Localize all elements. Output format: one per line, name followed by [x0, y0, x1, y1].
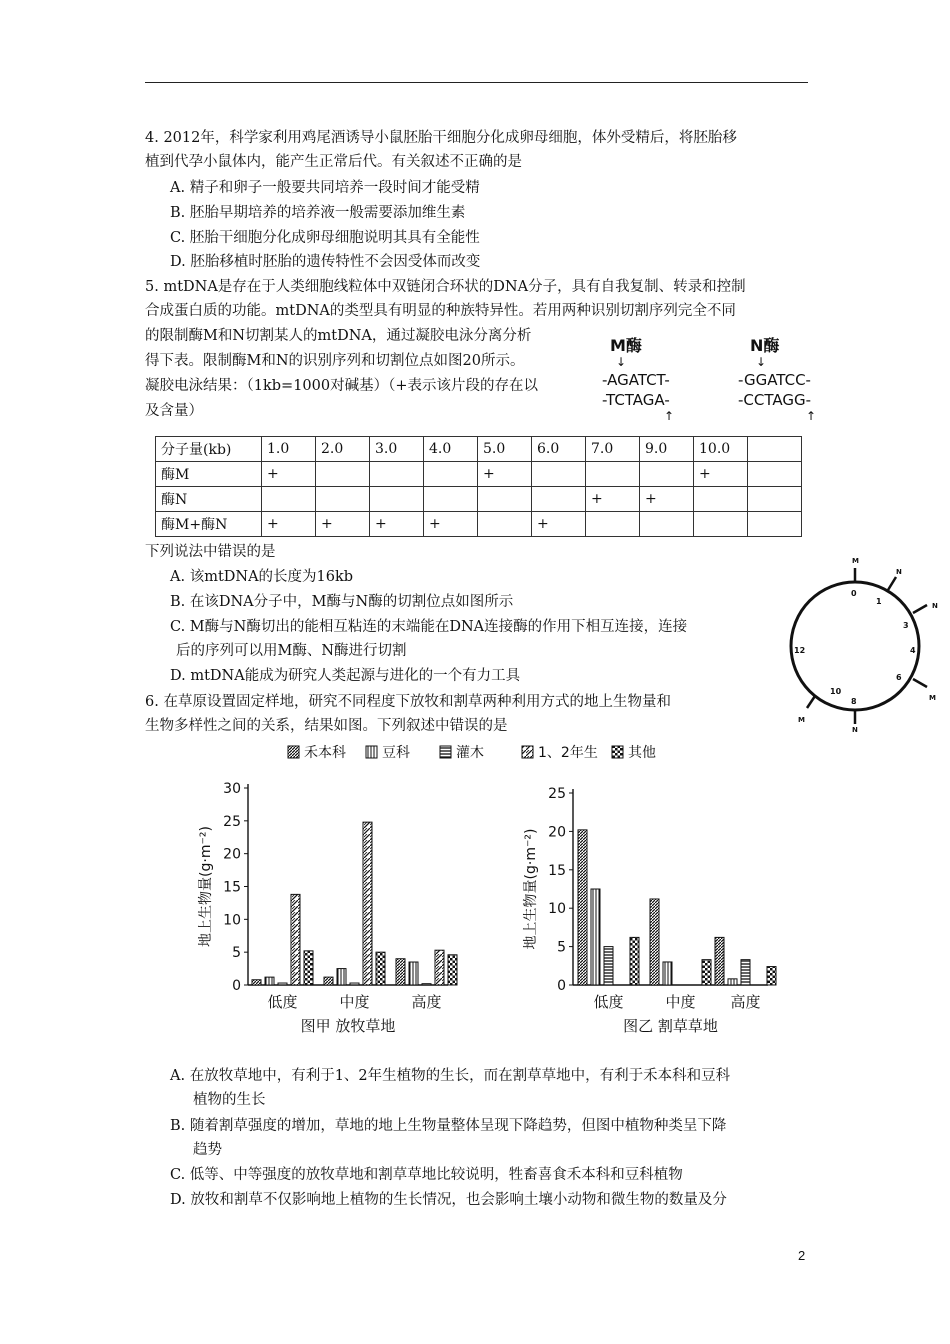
cut-site-ticks	[807, 568, 927, 724]
table-cell	[424, 487, 478, 512]
bar	[409, 962, 418, 985]
position-label: 3	[903, 621, 909, 630]
grazing-chart	[197, 781, 457, 1035]
q6-option-d: D. 放牧和割草不仅影响地上植物的生长情况，也会影响土壤小动物和微生物的数量及分	[170, 1192, 727, 1208]
position-label: 0	[851, 589, 857, 598]
position-label: 8	[851, 697, 857, 706]
y-tick-label: 20	[548, 824, 566, 841]
table-cell	[424, 462, 478, 487]
bar	[265, 977, 274, 985]
table-cell	[640, 512, 694, 537]
table-cell	[532, 487, 586, 512]
q5-stem-line1: 5. mtDNA是存在于人类细胞线粒体中双链闭合环状的DNA分子，具有自我复制、转录和控制	[145, 279, 746, 295]
table-cell: 酶N	[156, 487, 262, 512]
table-cell: 1.0	[262, 437, 316, 462]
bar	[728, 979, 737, 985]
q5-option-c-line2: 后的序列可以用M酶、N酶进行切割	[176, 643, 407, 659]
cut-tick	[888, 577, 896, 590]
y-axis-label: 地上生物量(g·m⁻²)	[198, 826, 214, 947]
q4-option-d: D. 胚胎移植时胚胎的遗传特性不会因受体而改变	[170, 254, 481, 270]
y-tick-label: 5	[557, 939, 566, 956]
enzyme-m-label: M酶	[610, 336, 642, 355]
mtdna-ring	[791, 582, 919, 710]
x-tick-label: 中度	[665, 993, 696, 1011]
table-cell: 9.0	[640, 437, 694, 462]
enzyme-m-bottom-strand: -TCTAGA-	[602, 391, 670, 409]
x-tick-label: 低度	[593, 993, 624, 1011]
bar	[422, 984, 431, 985]
q6-option-c: C. 低等、中等强度的放牧草地和割草草地比较说明，牲畜喜食禾本科和豆科植物	[170, 1167, 683, 1183]
table-cell: +	[262, 512, 316, 537]
q5-stem-line6: 及含量）	[145, 403, 203, 419]
enzyme-m-top-strand: -AGATCT-	[602, 371, 670, 389]
table-cell	[640, 462, 694, 487]
table-cell: +	[262, 462, 316, 487]
y-axis-label: 地上生物量(g·m⁻²)	[523, 828, 539, 950]
q5-option-b: B. 在该DNA分子中，M酶与N酶的切割位点如图所示	[170, 594, 514, 610]
table-cell	[586, 512, 640, 537]
mtdna-circle-diagram	[772, 552, 942, 732]
position-label: 6	[896, 673, 902, 682]
bar	[350, 983, 359, 985]
table-cell: +	[370, 512, 424, 537]
table-cell: +	[424, 512, 478, 537]
bar	[304, 951, 313, 985]
bar	[604, 947, 613, 985]
mark-label: N	[896, 568, 902, 576]
bar	[363, 822, 372, 985]
y-tick-label: 10	[548, 901, 566, 918]
y-tick-label: 10	[223, 912, 241, 929]
bar	[702, 960, 711, 985]
enzyme-n-up-arrow-icon: ↑	[806, 409, 817, 423]
bar	[650, 899, 659, 985]
q5-stem-line3: 的限制酶M和N切割某人的mtDNA，通过凝胶电泳分离分析	[145, 328, 532, 344]
q4-stem-line1: 4. 2012年，科学家利用鸡尾酒诱导小鼠胚胎干细胞分化成卵母细胞，体外受精后，将胚胎移	[145, 130, 737, 146]
q5-stem-line2: 合成蛋白质的功能。mtDNA的类型具有明显的种族特异性。若用两种识别切割序列完全不同	[145, 303, 736, 319]
legend-swatch	[288, 746, 299, 758]
position-label: 12	[794, 646, 806, 655]
table-cell	[316, 462, 370, 487]
mowing-chart	[522, 786, 776, 1035]
bar	[663, 962, 672, 985]
table-cell: +	[694, 462, 748, 487]
table-cell: 6.0	[532, 437, 586, 462]
y-tick-label: 25	[223, 813, 241, 830]
q4-option-c: C. 胚胎干细胞分化成卵母细胞说明其具有全能性	[170, 230, 480, 246]
legend-swatch	[612, 746, 623, 758]
table-cell: 2.0	[316, 437, 370, 462]
table-cell	[748, 512, 802, 537]
q6-stem-line1: 6. 在草原设置固定样地，研究不同程度下放牧和割草两种利用方式的地上生物量和	[145, 694, 671, 710]
chart-title: 图甲 放牧草地	[300, 1017, 396, 1035]
mark-label: M	[852, 557, 859, 565]
legend-label: 其他	[628, 745, 656, 761]
table-cell	[694, 487, 748, 512]
y-tick-label: 30	[223, 781, 241, 797]
table-cell: 10.0	[694, 437, 748, 462]
x-tick-label: 高度	[411, 993, 442, 1011]
table-cell	[694, 512, 748, 537]
legend-swatch	[366, 746, 377, 758]
table-cell: +	[586, 487, 640, 512]
table-cell: 7.0	[586, 437, 640, 462]
enzyme-sequence-figure	[598, 333, 838, 433]
q5-stem-line5: 凝胶电泳结果：（1kb=1000对碱基）（+表示该片段的存在以	[145, 378, 538, 394]
legend-swatch	[440, 746, 451, 758]
cut-tick	[913, 605, 927, 613]
mark-label: N	[932, 602, 938, 610]
y-tick-label: 15	[548, 862, 566, 879]
table-cell: 酶M+酶N	[156, 512, 262, 537]
header-rule	[145, 82, 808, 83]
q6-option-a-line2: 植物的生长	[193, 1092, 266, 1108]
electrophoresis-table	[155, 436, 802, 537]
legend-label: 1、2年生	[538, 745, 598, 761]
table-cell: 分子量(kb)	[156, 437, 262, 462]
bar	[448, 955, 457, 985]
q6-option-b-line1: B. 随着割草强度的增加，草地的地上生物量整体呈现下降趋势，但图中植物种类呈下降	[170, 1118, 727, 1134]
q5-stem-line4: 得下表。限制酶M和N的识别序列和切割位点如图20所示。	[145, 353, 525, 369]
mark-label: M	[929, 694, 936, 702]
enzyme-n-arrow-icon: ↓	[756, 355, 767, 369]
enzyme-m-arrow-icon: ↓	[616, 355, 627, 369]
y-tick-label: 0	[557, 978, 566, 994]
legend-label: 灌木	[456, 745, 484, 761]
q4-stem-line2: 植到代孕小鼠体内，能产生正常后代。有关叙述不正确的是	[145, 154, 522, 170]
table-cell	[370, 462, 424, 487]
table-cell	[532, 462, 586, 487]
table-cell	[262, 487, 316, 512]
y-tick-label: 0	[232, 978, 241, 994]
enzyme-n-top-strand: -GGATCC-	[738, 371, 811, 389]
y-tick-label: 20	[223, 846, 241, 863]
chart-title: 图乙 割草草地	[623, 1017, 718, 1035]
q5-option-d: D. mtDNA能成为研究人类起源与进化的一个有力工具	[170, 668, 521, 684]
bar	[396, 959, 405, 985]
position-label: 10	[830, 687, 842, 696]
enzyme-n-label: N酶	[750, 336, 780, 355]
table-cell	[370, 487, 424, 512]
bar	[578, 830, 587, 985]
mark-label: M	[798, 716, 805, 724]
bar	[767, 967, 776, 985]
table-cell: +	[316, 512, 370, 537]
table-cell	[478, 487, 532, 512]
y-tick-label: 15	[223, 879, 241, 896]
bar	[741, 960, 750, 985]
bar	[591, 889, 600, 985]
mark-label: N	[852, 726, 858, 732]
table-cell: 酶M	[156, 462, 262, 487]
table-cell	[316, 487, 370, 512]
table-cell: +	[640, 487, 694, 512]
cut-tick	[913, 679, 927, 687]
table-cell	[478, 512, 532, 537]
q6-option-b-line2: 趋势	[193, 1142, 222, 1158]
bar	[376, 952, 385, 985]
x-tick-label: 中度	[339, 993, 370, 1011]
enzyme-m-up-arrow-icon: ↑	[664, 409, 675, 423]
x-tick-label: 高度	[730, 993, 761, 1011]
q6-option-a-line1: A. 在放牧草地中，有利于1、2年生植物的生长，而在割草草地中，有利于禾本科和豆科	[170, 1068, 731, 1084]
table-row	[156, 462, 802, 487]
table-header-row	[156, 437, 802, 462]
x-tick-label: 低度	[267, 993, 298, 1011]
enzyme-n-bottom-strand: -CCTAGG-	[738, 391, 812, 409]
q5-option-a: A. 该mtDNA的长度为16kb	[170, 569, 354, 585]
q5-ask: 下列说法中错误的是	[145, 544, 276, 560]
biomass-charts	[190, 738, 790, 1048]
table-row	[156, 512, 802, 537]
position-label: 1	[876, 597, 882, 606]
chart-legend	[288, 744, 656, 761]
table-cell: +	[478, 462, 532, 487]
legend-label: 豆科	[382, 745, 410, 761]
table-cell: 5.0	[478, 437, 532, 462]
legend-label: 禾本科	[304, 745, 346, 761]
y-tick-label: 5	[232, 945, 241, 962]
table-cell	[748, 462, 802, 487]
bar	[291, 894, 300, 985]
page-number: 2	[798, 1248, 806, 1263]
table-cell: 4.0	[424, 437, 478, 462]
table-cell	[748, 487, 802, 512]
table-cell: +	[532, 512, 586, 537]
bar	[278, 983, 287, 985]
table-cell: 3.0	[370, 437, 424, 462]
cut-tick	[807, 696, 815, 708]
position-label: 4	[910, 646, 916, 655]
table-row	[156, 487, 802, 512]
bar	[252, 980, 261, 985]
bar	[324, 977, 333, 985]
bar	[435, 950, 444, 985]
q5-option-c-line1: C. M酶与N酶切出的能相互粘连的末端能在DNA连接酶的作用下相互连接，连接	[170, 619, 688, 635]
q4-option-b: B. 胚胎早期培养的培养液一般需要添加维生素	[170, 205, 466, 221]
y-tick-label: 25	[548, 786, 566, 802]
bar	[630, 937, 639, 985]
bar	[715, 937, 724, 985]
q4-option-a: A. 精子和卵子一般要共同培养一段时间才能受精	[170, 180, 480, 196]
bar	[337, 969, 346, 985]
legend-swatch	[522, 746, 533, 758]
table-cell	[748, 437, 802, 462]
table-cell	[586, 462, 640, 487]
q6-stem-line2: 生物多样性之间的关系，结果如图。下列叙述中错误的是	[145, 718, 508, 734]
